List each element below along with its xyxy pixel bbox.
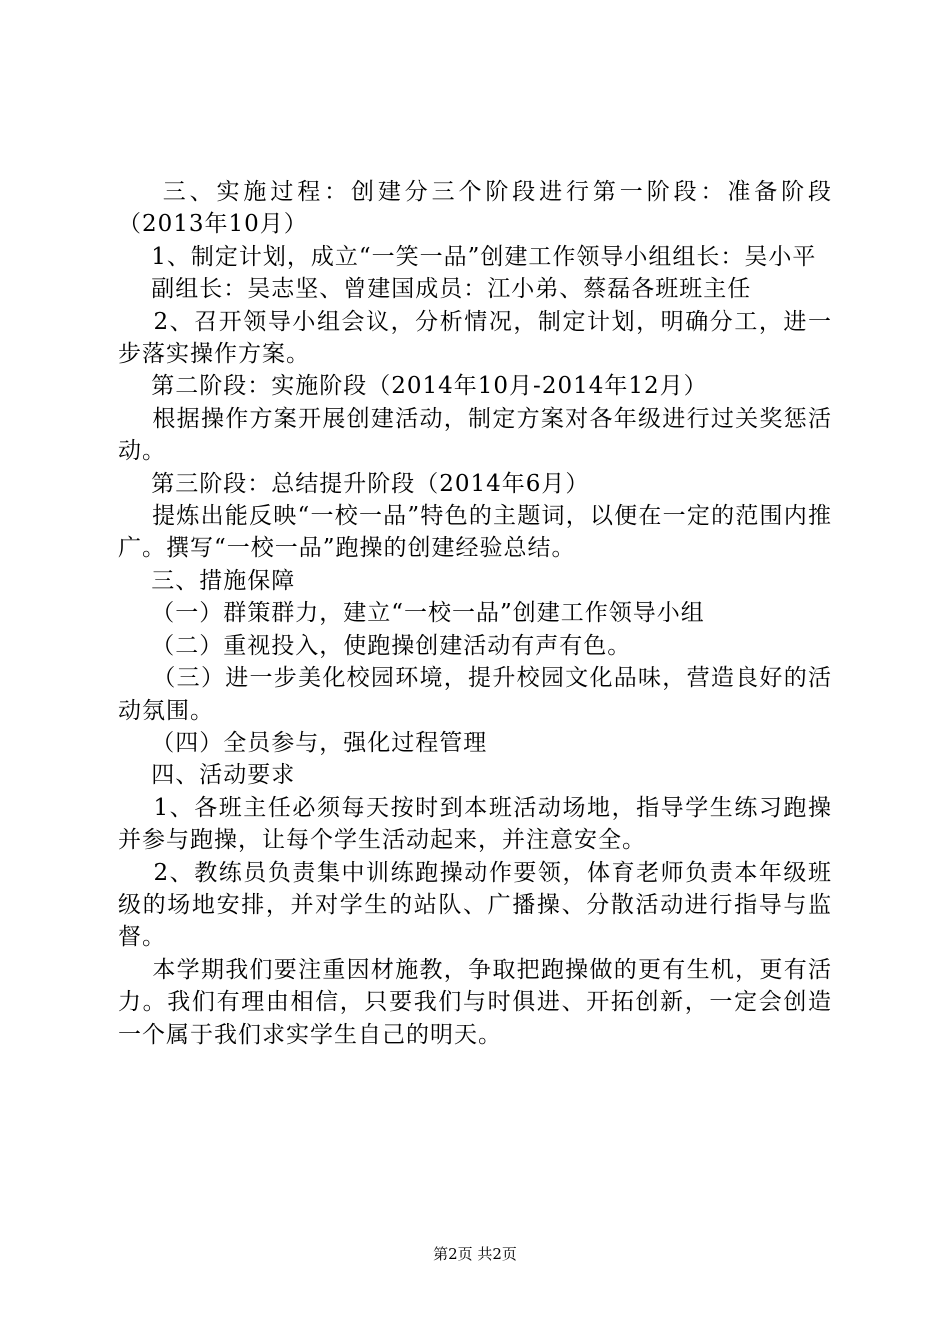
paragraph-requirement-2: 2、教练员负责集中训练跑操动作要领，体育老师负责本年级班级的场地安排，并对学生的站队、广播操、分散活动进行指导与监督。 xyxy=(118,859,832,951)
paragraph-meeting: 2、召开领导小组会议，分析情况，制定计划，明确分工，进一步落实操作方案。 xyxy=(118,308,832,368)
paragraph-measure-4: （四）全员参与，强化过程管理 xyxy=(118,729,488,756)
paragraph-plan: 1、制定计划，成立“一笑一品”创建工作领导小组组长：吴小平 xyxy=(118,243,817,270)
paragraph-closing: 本学期我们要注重因材施教，争取把跑操做的更有生机，更有活力。我们有理由相信，只要我们与时俱进、开拓创新，一定会创造一个属于我们求实学生自己的明天。 xyxy=(118,956,832,1048)
heading-measures: 三、措施保障 xyxy=(118,567,296,594)
paragraph-stage-three: 第三阶段：总结提升阶段（2014年6月） xyxy=(118,470,590,497)
page-number: 第2页 共2页 xyxy=(433,1245,517,1263)
paragraph-measure-1: （一）群策群力，建立“一校一品”创建工作领导小组 xyxy=(118,600,705,627)
page-footer xyxy=(0,1244,950,1264)
paragraph-stage-three-detail: 提炼出能反映“一校一品”特色的主题词，以便在一定的范围内推广。撰写“一校一品”跑操的创建经验总结。 xyxy=(118,503,832,562)
heading-requirements: 四、活动要求 xyxy=(118,762,296,789)
paragraph-stage-two-detail: 根据操作方案开展创建活动，制定方案对各年级进行过关奖惩活动。 xyxy=(118,405,832,465)
document-body xyxy=(118,176,832,1051)
paragraph-stage-intro: 三、实施过程：创建分三个阶段进行第一阶段：准备阶段（2013年10月） xyxy=(118,179,832,238)
paragraph-stage-two: 第二阶段：实施阶段（2014年10月-2014年12月） xyxy=(118,373,708,400)
paragraph-measure-2: （二）重视投入，使跑操创建活动有声有色。 xyxy=(118,632,632,659)
paragraph-requirement-1: 1、各班主任必须每天按时到本班活动场地，指导学生练习跑操并参与跑操，让每个学生活动起来，并注意安全。 xyxy=(118,794,832,854)
paragraph-measure-3: （三）进一步美化校园环境，提升校园文化品味，营造良好的活动氛围。 xyxy=(118,665,832,724)
paragraph-members: 副组长：吴志坚、曾建国成员：江小弟、蔡磊各班班主任 xyxy=(118,276,752,303)
